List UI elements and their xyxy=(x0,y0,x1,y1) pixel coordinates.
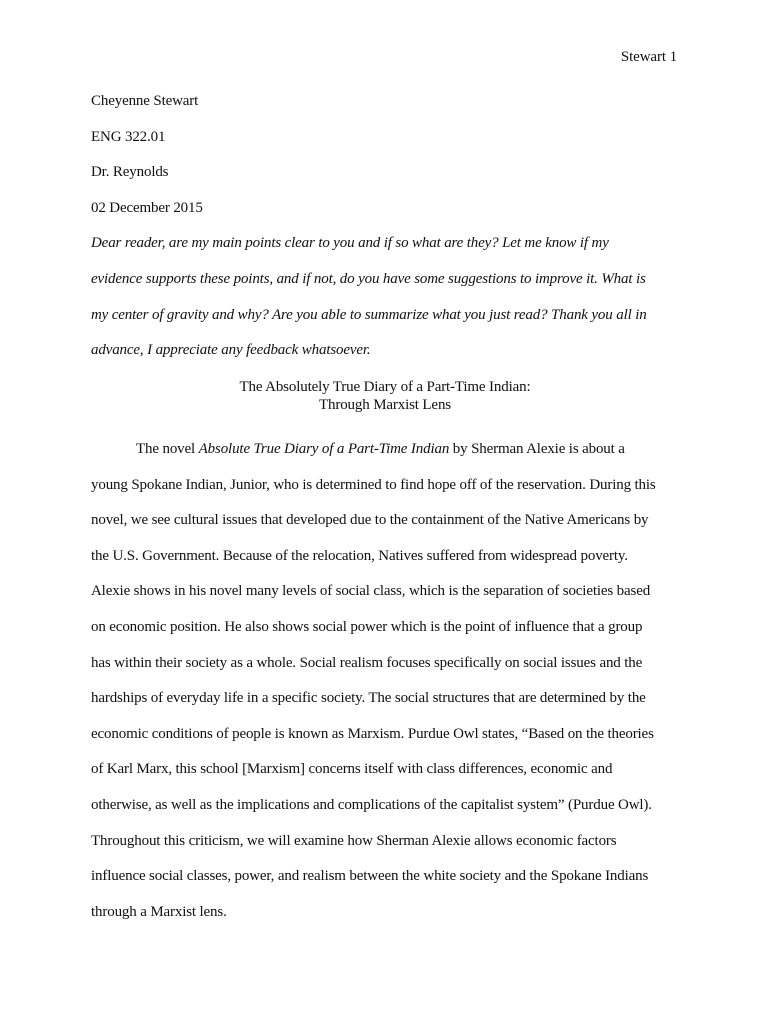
author-name: Cheyenne Stewart xyxy=(91,93,199,109)
first-line-suffix: by Sherman Alexie is about a xyxy=(449,441,625,457)
essay-title xyxy=(91,378,679,414)
paragraph-line: of Karl Marx, this school [Marxism] concerns itself with class differences, economic and xyxy=(91,761,613,778)
paragraph-line: the U.S. Government. Because of the relocation, Natives suffered from widespread poverty. xyxy=(91,547,628,564)
paragraph-line: hardships of everyday life in a specific society. The social structures that are determined by the xyxy=(91,690,646,707)
paragraph-line: influence social classes, power, and realism between the white society and the Spokane Indians xyxy=(91,868,649,885)
reader-note-line: evidence supports these points, and if not, do you have some suggestions to improve it. What is xyxy=(91,270,646,287)
paragraph-line: otherwise, as well as the implications and complications of the capitalist system” (Purdue Owl). xyxy=(91,796,652,813)
paragraph-line: novel, we see cultural issues that developed due to the containment of the Native Americans by xyxy=(91,512,649,529)
novel-title: Absolute True Diary of a Part-Time Indian xyxy=(198,441,450,457)
first-line-prefix: The novel xyxy=(136,441,199,457)
instructor-name: Dr. Reynolds xyxy=(91,164,169,181)
reader-note-line: my center of gravity and why? Are you able to summarize what you just read? Thank you all in xyxy=(91,306,647,323)
mla-heading xyxy=(91,84,679,369)
paragraph-line: on economic position. He also shows social power which is the point of influence that a group xyxy=(91,618,643,635)
paragraph-line: through a Marxist lens. xyxy=(91,903,227,920)
running-head: Stewart 1 xyxy=(620,49,677,65)
paragraph-line: Alexie shows in his novel many levels of social class, which is the separation of societies based xyxy=(91,583,651,600)
paragraph-line: economic conditions of people is known as Marxism. Purdue Owl states, “Based on the theories xyxy=(91,725,654,742)
title-line-1: The Absolutely True Diary of a Part-Time Indian: xyxy=(239,379,531,395)
paragraph-line: young Spokane Indian, Junior, who is determined to find hope off of the reservation. During this xyxy=(91,476,656,493)
reader-note-line: Dear reader, are my main points clear to you and if so what are they? Let me know if my xyxy=(91,235,609,252)
paragraph-line: has within their society as a whole. Social realism focuses specifically on social issues and the xyxy=(91,654,643,671)
body-paragraph xyxy=(91,432,679,930)
paragraph-first-line xyxy=(91,432,679,468)
submission-date: 02 December 2015 xyxy=(91,199,203,216)
paragraph-line: Throughout this criticism, we will examine how Sherman Alexie allows economic factors xyxy=(91,832,617,849)
course-code: ENG 322.01 xyxy=(91,128,166,145)
title-line-2: Through Marxist Lens xyxy=(319,397,451,413)
reader-note-line: advance, I appreciate any feedback whatsoever. xyxy=(91,342,371,359)
